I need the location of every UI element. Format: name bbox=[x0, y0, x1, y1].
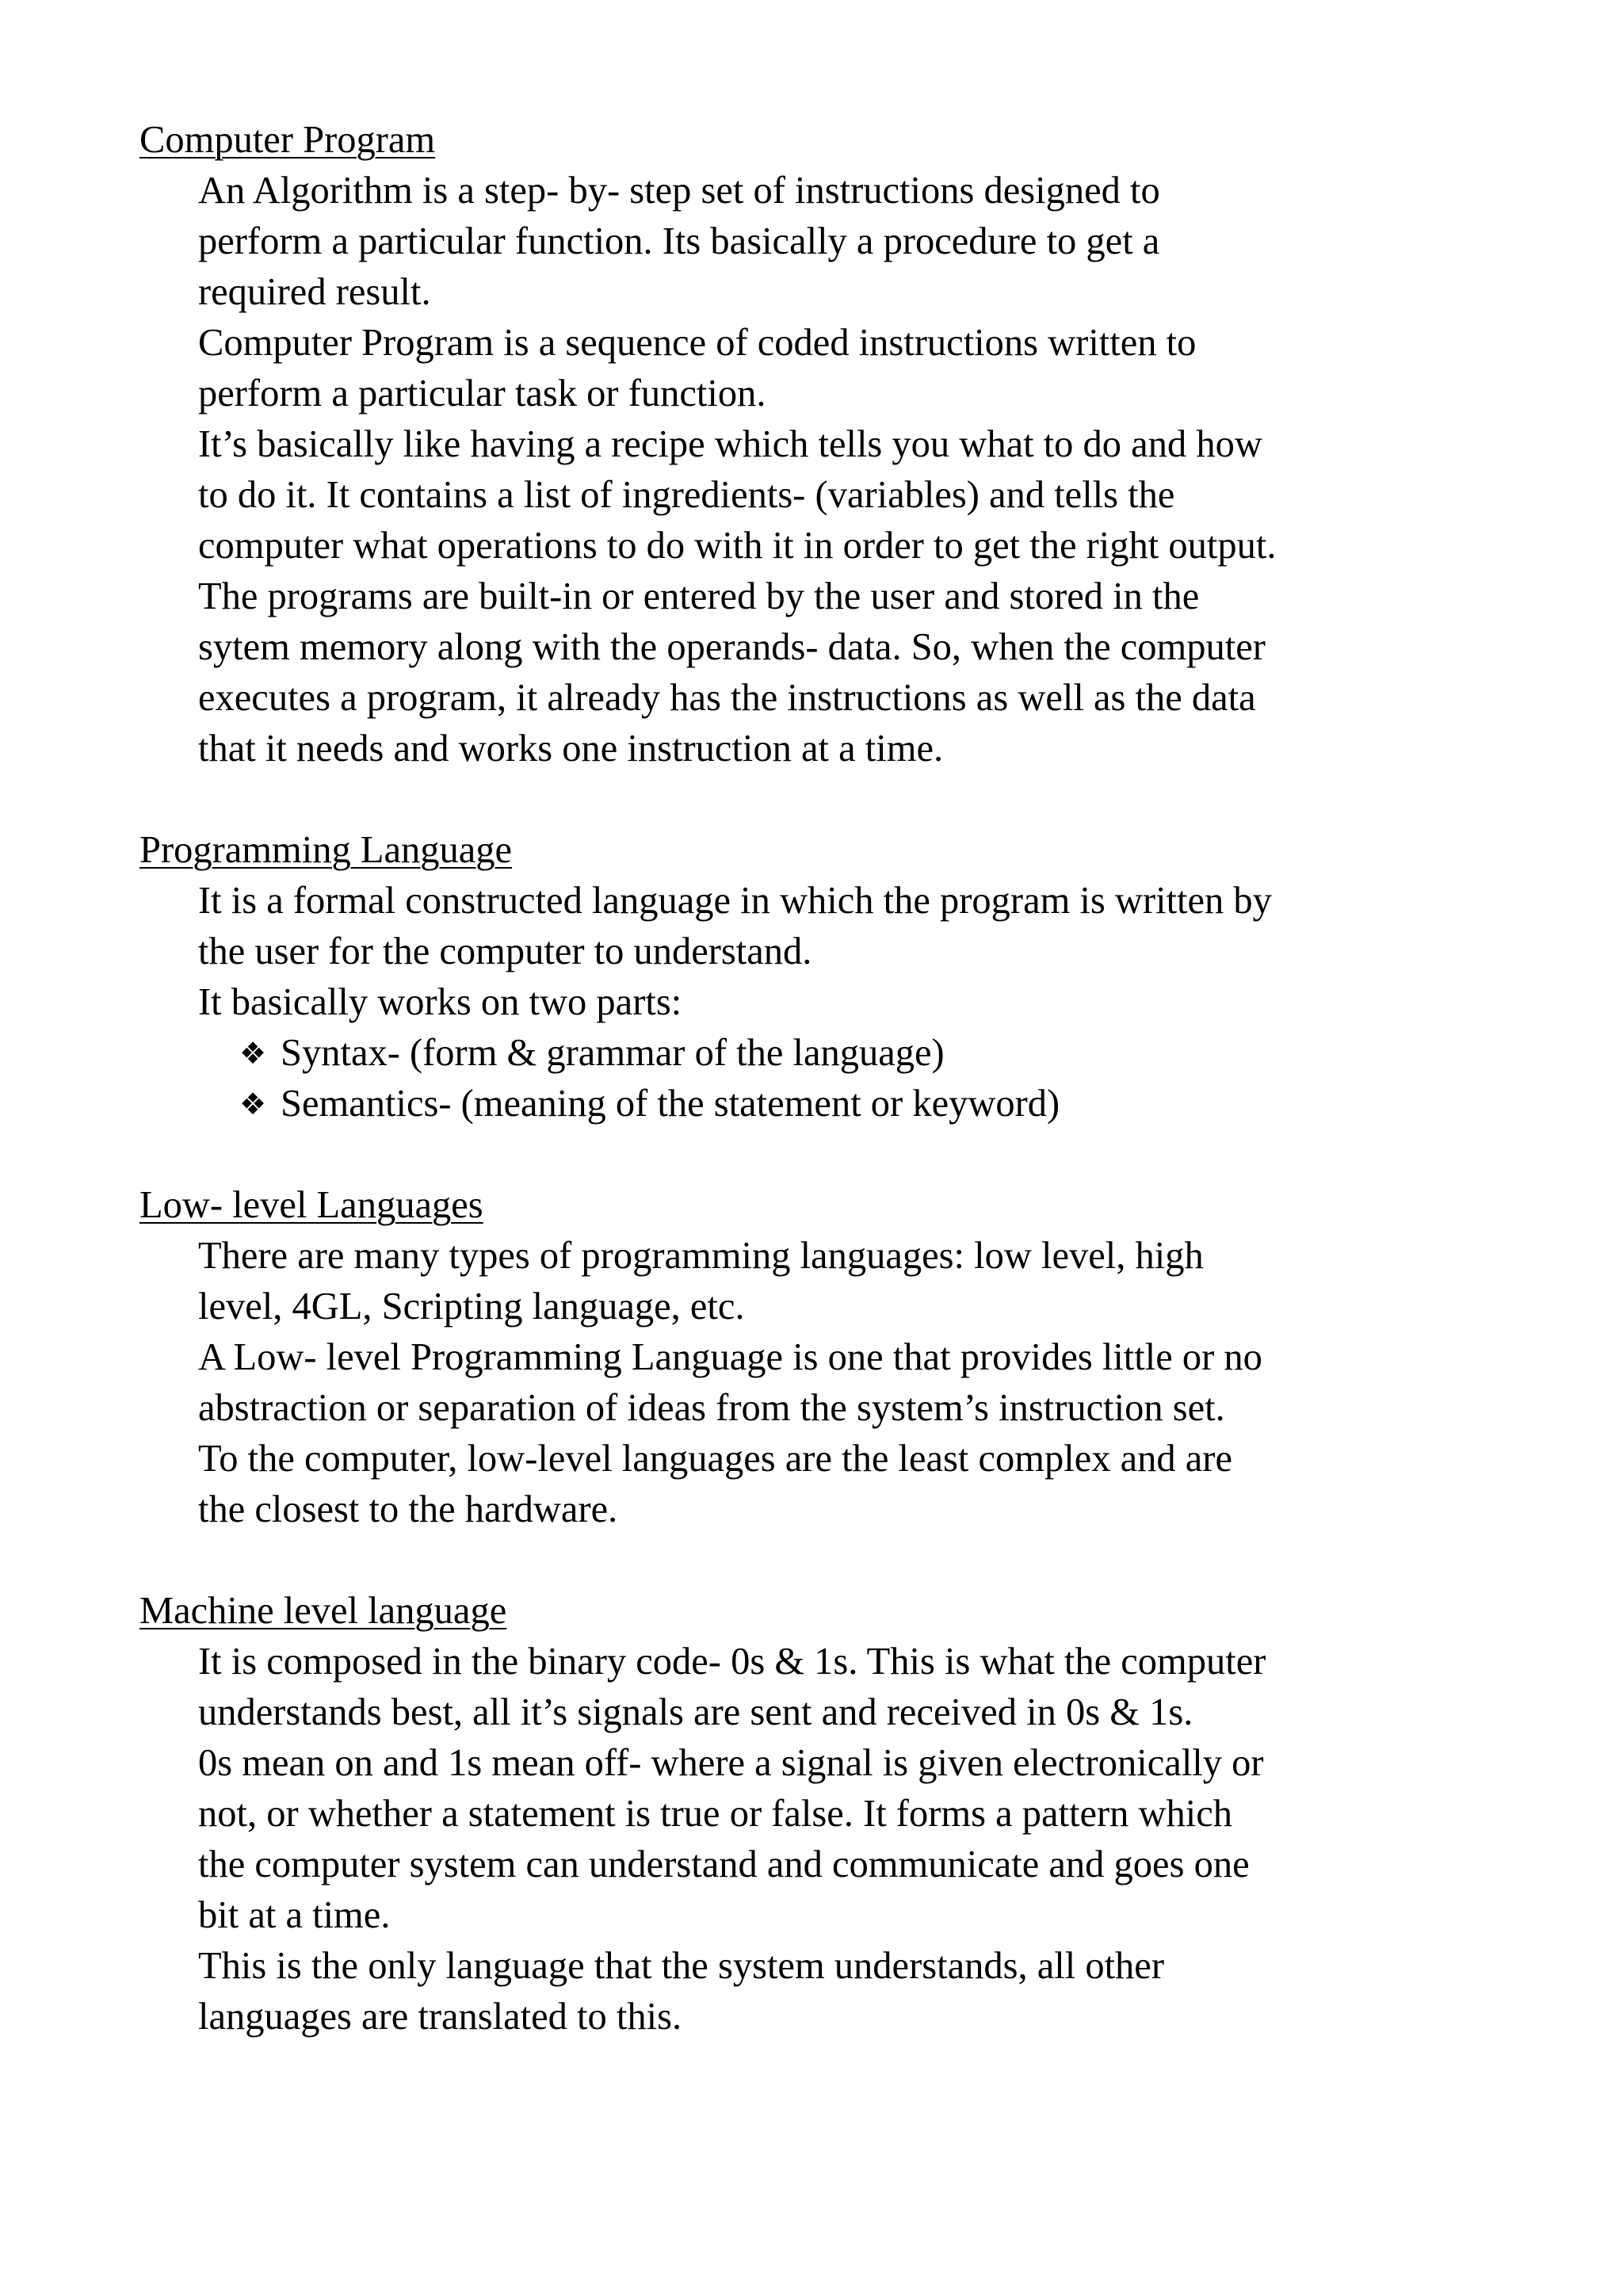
paragraph-line: level, 4GL, Scripting language, etc. bbox=[198, 1286, 745, 1328]
section-gap bbox=[139, 774, 1566, 825]
paragraph-line: It basically works on two parts: bbox=[198, 981, 682, 1023]
paragraph-line: Computer Program is a sequence of coded instructions written to bbox=[198, 322, 1197, 364]
paragraph-line: It is a formal constructed language in which the program is written by bbox=[198, 880, 1272, 922]
paragraph-line: 0s mean on and 1s mean off- where a signal is given electronically or bbox=[198, 1742, 1264, 1784]
bullet-text: Semantics- (meaning of the statement or keyword) bbox=[281, 1083, 1060, 1125]
paragraph-line: the user for the computer to understand. bbox=[198, 930, 812, 972]
paragraph-line: abstraction or separation of ideas from the system’s instruction set. bbox=[198, 1387, 1225, 1429]
paragraph-line: This is the only language that the system understands, all other bbox=[198, 1945, 1164, 1987]
paragraph-line: An Algorithm is a step- by- step set of instructions designed to bbox=[198, 170, 1160, 212]
document-page bbox=[139, 115, 1566, 2042]
paragraph-line: It’s basically like having a recipe which tells you what to do and how bbox=[198, 423, 1262, 465]
paragraph-line: A Low- level Programming Language is one that provides little or no bbox=[198, 1336, 1262, 1378]
paragraph-line: sytem memory along with the operands- data. So, when the computer bbox=[198, 626, 1266, 668]
paragraph-line: bit at a time. bbox=[198, 1894, 391, 1936]
bullet-text: Syntax- (form & grammar of the language) bbox=[281, 1032, 945, 1074]
section-heading: Machine level language bbox=[139, 1590, 507, 1632]
diamond-bullet-icon: ❖ bbox=[239, 1087, 267, 1121]
paragraph-line: to do it. It contains a list of ingredients- (variables) and tells the bbox=[198, 474, 1175, 516]
section-body bbox=[198, 166, 1566, 774]
paragraph-line: not, or whether a statement is true or false. It forms a pattern which bbox=[198, 1793, 1233, 1835]
paragraph-line: the computer system can understand and communicate and goes one bbox=[198, 1843, 1250, 1885]
diamond-bullet-icon: ❖ bbox=[239, 1036, 267, 1071]
paragraph-line: that it needs and works one instruction at a time. bbox=[198, 728, 944, 770]
paragraph-line: perform a particular task or function. bbox=[198, 372, 766, 415]
bullet-item-semantics bbox=[239, 1079, 1566, 1129]
section-gap bbox=[139, 1129, 1566, 1180]
paragraph-line: computer what operations to do with it in order to get the right output. bbox=[198, 525, 1277, 567]
paragraph-line: The programs are built-in or entered by the user and stored in the bbox=[198, 575, 1200, 617]
section-low-level-languages bbox=[139, 1180, 1566, 1535]
section-machine-level-language bbox=[139, 1586, 1566, 2042]
paragraph-line: executes a program, it already has the instructions as well as the data bbox=[198, 677, 1256, 719]
paragraph-line: the closest to the hardware. bbox=[198, 1488, 618, 1530]
paragraph-line: required result. bbox=[198, 271, 431, 313]
paragraph-line: understands best, all it’s signals are sent and received in 0s & 1s. bbox=[198, 1691, 1193, 1733]
section-body bbox=[198, 1231, 1566, 1535]
paragraph-line: perform a particular function. Its basically a procedure to get a bbox=[198, 220, 1160, 262]
paragraph-line: There are many types of programming languages: low level, high bbox=[198, 1235, 1204, 1277]
bullet-item-syntax bbox=[239, 1028, 1566, 1079]
section-computer-program bbox=[139, 115, 1566, 774]
section-heading: Low- level Languages bbox=[139, 1184, 483, 1226]
section-gap bbox=[139, 1535, 1566, 1586]
section-body bbox=[198, 1637, 1566, 2042]
paragraph-line: It is composed in the binary code- 0s & 1s. This is what the computer bbox=[198, 1641, 1266, 1683]
section-heading: Programming Language bbox=[139, 829, 513, 871]
section-programming-language bbox=[139, 825, 1566, 1129]
paragraph-line: To the computer, low-level languages are the least complex and are bbox=[198, 1438, 1232, 1480]
section-heading: Computer Program bbox=[139, 119, 436, 161]
paragraph-line: languages are translated to this. bbox=[198, 1996, 682, 2038]
section-body bbox=[198, 876, 1566, 1129]
